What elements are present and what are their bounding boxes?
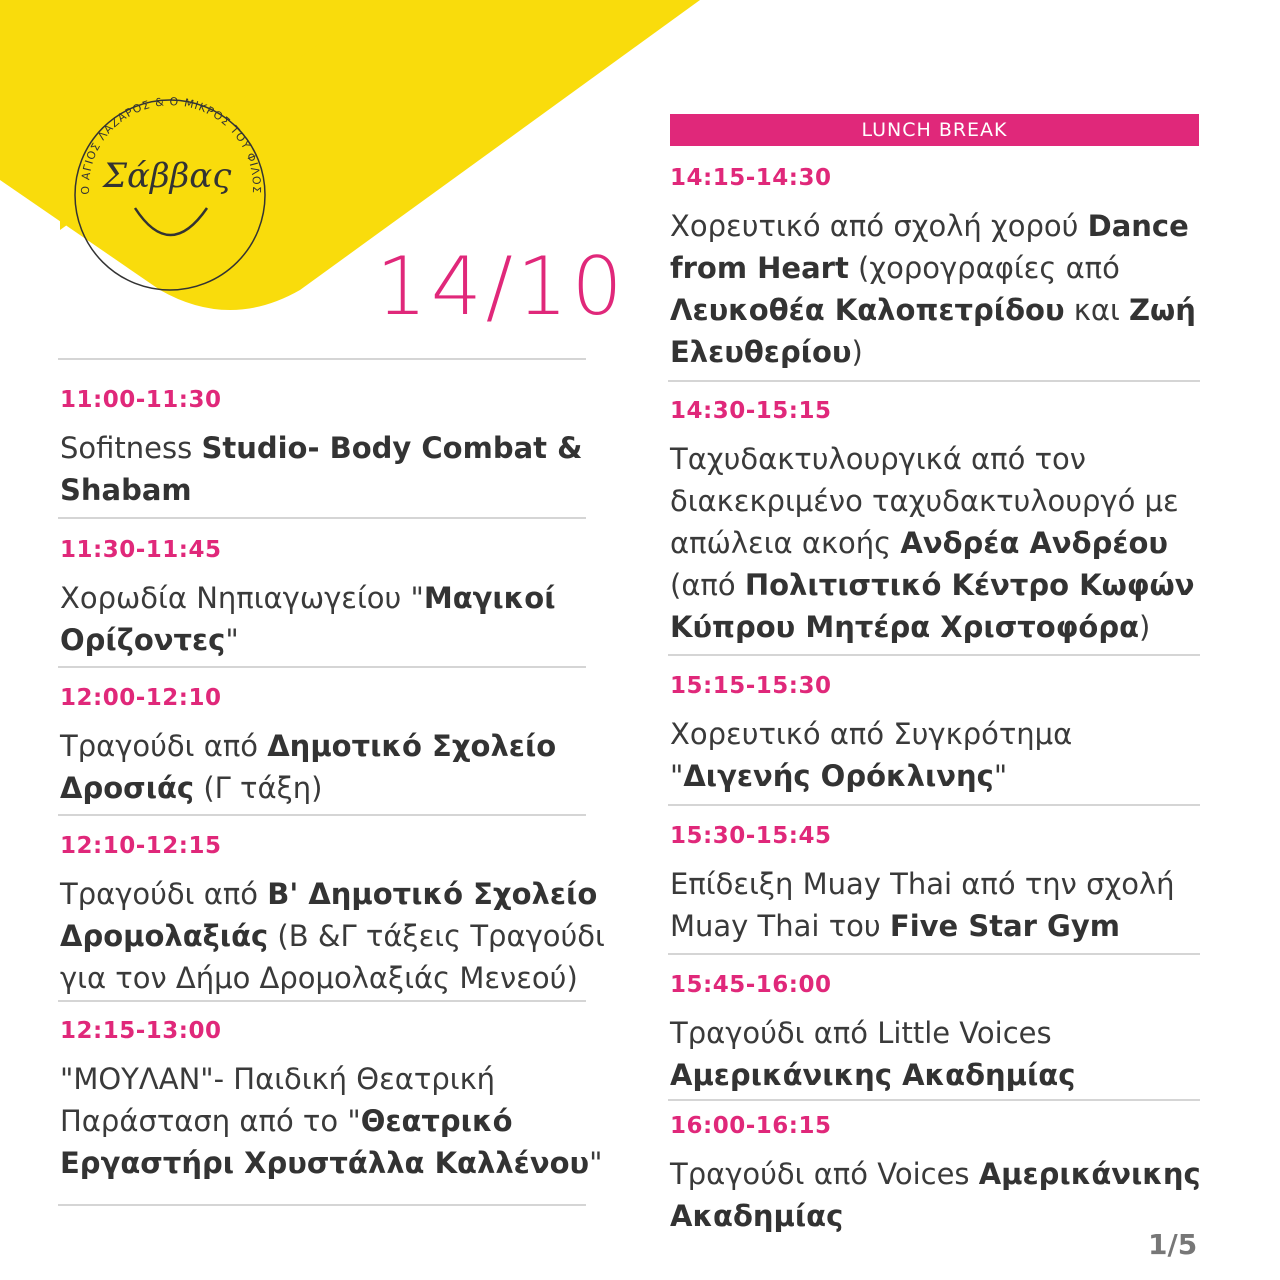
logo-name: Σάββας: [103, 156, 232, 196]
slot-time: 14:15-14:30: [670, 165, 832, 191]
plain-text: ): [1139, 610, 1151, 644]
left-slot: [60, 1016, 610, 1184]
slot-time: 12:15-13:00: [60, 1018, 222, 1044]
highlight-text: Διγενής Ορόκλινης: [683, 759, 994, 793]
plain-text: Χορευτικό από σχολή χορού: [670, 209, 1088, 243]
plain-text: Επίδειξη Muay Thai από την σχολή Muay Thai του: [670, 867, 1175, 943]
left-slot: [60, 831, 610, 999]
logo-arc-text: Ο ΑΓΙΟΣ ΛΑΖΑΡΟΣ & Ο ΜΙΚΡΟΣ ΤΟΥ ΦΙΛΟΣ: [78, 95, 264, 195]
page-indicator: 1/5: [1148, 1228, 1198, 1261]
left-slot: [60, 683, 610, 809]
divider: [58, 814, 586, 816]
slot-time: 15:15-15:30: [670, 673, 832, 699]
plain-text: Χορευτικό από Συγκρότημα ": [670, 717, 1073, 793]
plain-text: ": [993, 759, 1008, 793]
slot-time: 14:30-15:15: [670, 398, 832, 424]
slot-description: [670, 863, 1215, 947]
plain-text: ": [589, 1146, 603, 1180]
slot-description: [60, 873, 610, 999]
right-slot: [670, 1111, 1215, 1237]
highlight-text: Ζωή Ελευθερίου: [670, 293, 1196, 369]
lunch-break-banner: LUNCH BREAK: [670, 114, 1199, 146]
plain-text: (χορογραφίες από: [848, 251, 1120, 285]
divider: [58, 666, 586, 668]
slot-description: [670, 1153, 1215, 1237]
divider: [58, 1204, 586, 1206]
divider: [668, 804, 1200, 806]
left-slot: [60, 535, 610, 661]
highlight-text: Β' Δημοτικό Σχολείο Δρομολαξιάς: [60, 877, 598, 953]
slot-description: [670, 713, 1215, 797]
plain-text: Τραγούδι από Little Voices: [670, 1016, 1052, 1050]
plain-text: ): [851, 335, 863, 369]
right-slot: [670, 821, 1215, 947]
slot-description: [670, 1012, 1215, 1096]
highlight-text: Θεατρικό Εργαστήρι Χρυστάλλα Καλλένου: [60, 1104, 590, 1180]
plain-text: Τραγούδι από: [60, 877, 268, 911]
divider: [58, 517, 586, 519]
highlight-text: Αμερικάνικης Ακαδημίας: [670, 1157, 1201, 1233]
divider: [668, 380, 1200, 382]
plain-text: (Β &Γ τάξεις Τραγούδι για τον Δήμο Δρομολαξιάς Μενεού): [60, 919, 605, 995]
slot-time: 11:30-11:45: [60, 537, 222, 563]
plain-text: (από: [670, 568, 745, 602]
plain-text: (Γ τάξη): [194, 771, 323, 805]
divider: [58, 1000, 586, 1002]
plain-text: Χορωδία Νηπιαγωγείου ": [60, 581, 424, 615]
highlight-text: Αμερικάνικης Ακαδημίας: [670, 1058, 1076, 1092]
slot-description: [60, 1058, 610, 1184]
slot-description: [60, 427, 610, 511]
slot-time: 16:00-16:15: [670, 1113, 832, 1139]
plain-text: και: [1064, 293, 1129, 327]
slot-time: 11:00-11:30: [60, 387, 222, 413]
right-slot: [670, 970, 1215, 1096]
highlight-text: Studio- Body Combat & Shabam: [60, 431, 583, 507]
slot-description: [670, 205, 1215, 373]
plain-text: "ΜΟΥΛΑΝ"- Παιδική Θεατρική Παράσταση από το ": [60, 1062, 496, 1138]
highlight-text: Λευκοθέα Καλοπετρίδου: [670, 293, 1065, 327]
left-slot: [60, 385, 610, 511]
highlight-text: Μαγικοί Ορίζοντες: [60, 581, 556, 657]
right-slot: [670, 163, 1215, 373]
slot-time: 12:10-12:15: [60, 833, 222, 859]
slot-time: 15:30-15:45: [670, 823, 832, 849]
plain-text: Sofitness: [60, 431, 202, 465]
slot-description: [670, 438, 1215, 648]
slot-description: [60, 725, 610, 809]
highlight-text: Πολιτιστικό Κέντρο Κωφών Κύπρου Μητέρα Χριστοφόρα: [670, 568, 1195, 644]
plain-text: Ταχυδακτυλουργικά από τον διακεκριμένο ταχυδακτυλουργό με απώλεια ακοής: [670, 442, 1179, 560]
plain-text: Τραγούδι από: [60, 729, 268, 763]
highlight-text: Ανδρέα Ανδρέου: [900, 526, 1168, 560]
slot-time: 12:00-12:10: [60, 685, 222, 711]
highlight-text: Five Star Gym: [889, 909, 1120, 943]
divider: [668, 654, 1200, 656]
highlight-text: Δημοτικό Σχολείο Δροσιάς: [60, 729, 557, 805]
plain-text: ": [225, 623, 239, 657]
right-slot: [670, 396, 1215, 648]
slot-time: 15:45-16:00: [670, 972, 832, 998]
divider: [668, 1099, 1200, 1101]
divider: [58, 358, 586, 360]
divider: [668, 953, 1200, 955]
plain-text: Τραγούδι από Voices: [670, 1157, 979, 1191]
highlight-text: Dance from Heart: [670, 209, 1189, 285]
right-slot: [670, 671, 1215, 797]
slot-description: [60, 577, 610, 661]
event-date: 14/10: [376, 240, 627, 333]
